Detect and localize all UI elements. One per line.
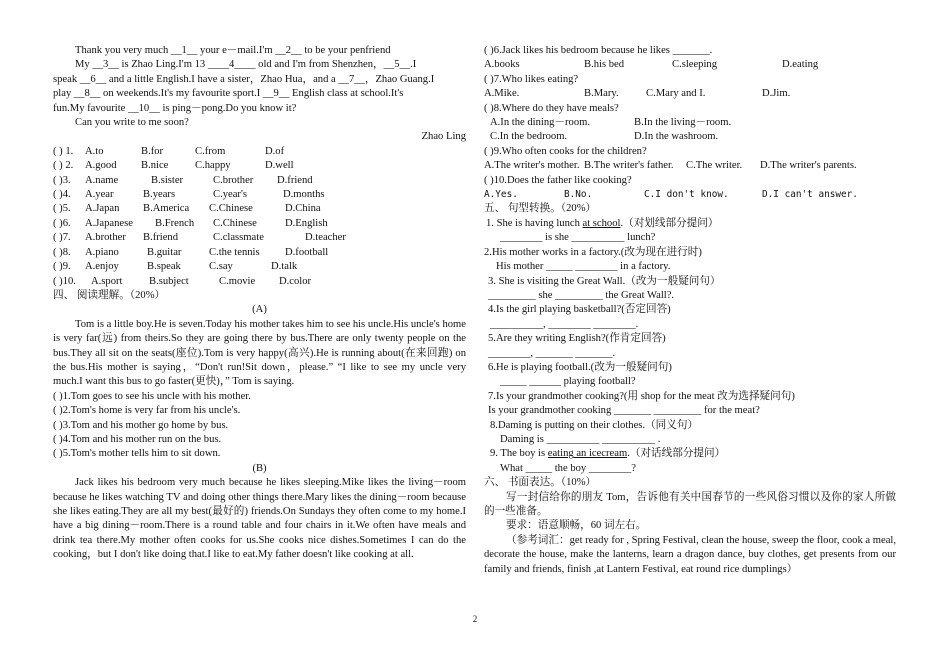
letter-line: fun.My favourite __10__ is ping－pong.Do you know it? <box>53 102 297 114</box>
true-false-item: ( )5.Tom's mother tells him to sit down. <box>53 448 221 460</box>
section-title: 五、 句型转换。（20%） <box>484 203 597 215</box>
choice-row: ( )8. A.piano B.guitar C.the tennis D.football <box>53 246 329 258</box>
mc-options: C.In the bedroom. D.In the washroom. <box>490 131 719 143</box>
section-title: 四、 阅读理解。（20%） <box>53 289 166 301</box>
passage-a: Tom is a little boy.He is seven.Today his mother takes him to see his uncle.His uncle's home is very far(远) from theirs.So they are going there by bus.There are only twenty people on the bus.They all sit on the seats(座位).Tom is very happy(高兴).He is running about(在来回跑) on the bus.His mother is saying，“Don't run!Sit down，please.” “I like to see my uncle very much.I want this bus to go faster(更快)，” Tom is saying. <box>53 318 466 388</box>
transform-answer: His mother _____ ________ in a factory. <box>496 261 671 273</box>
letter-line: Thank you very much __1__ your e－mail.I'm __2__ to be your penfriend <box>75 45 391 56</box>
transform-question: 8.Daming is putting on their clothes.（同义句） <box>490 419 699 431</box>
choice-row: ( )5. A.Japan B.America C.Chinese D.China <box>53 203 321 215</box>
writing-vocabulary: （参考词汇：get ready for , Spring Festival, clean the house, sweep the floor, cook a meal, decorate the house, make the lanterns, learn a dragon dance, buy clothes, get presents from our family and friends, finish ,at Lantern Festival, eat round rice dumplings） <box>484 534 896 575</box>
choice-row: ( ) 2. A.good B.nice C.happy D.well <box>53 160 294 172</box>
transform-answer: __________, ________ ________. <box>490 318 639 330</box>
choice-row: ( )6. A.Japanese B.French C.Chinese D.English <box>53 217 328 229</box>
writing-prompt: 写一封信给你的朋友 Tom，告诉他有关中国春节的一些风俗习惯以及你的家人所做的一些准备。 <box>484 491 896 517</box>
mc-options: A.The writer's mother. B.The writer's father. C.The writer. D.The writer's parents. <box>484 160 857 172</box>
true-false-item: ( )3.Tom and his mother go home by bus. <box>53 419 229 431</box>
true-false-item: ( )4.Tom and his mother run on the bus. <box>53 433 222 445</box>
true-false-item: ( )1.Tom goes to see his uncle with his mother. <box>53 390 251 402</box>
transform-question: 6.He is playing football.(改为一般疑问句) <box>488 361 672 373</box>
choice-row: ( )10. A.sport B.subject C.movie D.color <box>53 275 312 287</box>
transform-question: 4.Is the girl playing basketball?(否定回答) <box>488 304 671 316</box>
transform-answer: ________, _______ _______. <box>488 347 616 359</box>
cloze-choices <box>53 145 466 289</box>
letter-line: Can you write to me soon? <box>75 117 189 129</box>
transform-answer: _____ ______ playing football? <box>500 376 636 388</box>
mc-options: A.books B.his bed C.sleeping D.eating <box>484 59 819 71</box>
mc-options: A.Yes. B.No. C.I don't know. D.I can't answer. <box>484 189 858 201</box>
choice-row: ( )3. A.name B.sister C.brother D.friend <box>53 174 313 186</box>
passage-b: Jack likes his bedroom very much because he likes sleeping.Mike likes the living－room because he likes watching TV and doing other things there.Mary likes the dining－room because she likes eating.They are all my best(最好的) friends.On Sundays they often come to my home.I have a big dining－room.There is a round table and four chairs in it.We often have meals and drink tea there.My mother often cooks for us.She cooks nice dishes.Sometimes I can do the cooking，but I don't like doing that.I like to eat.My father doesn't like cooking at all. <box>53 477 466 561</box>
mc-question: ( )10.Does the father like cooking? <box>484 174 632 186</box>
transform-question: 3. She is visiting the Great Wall.（改为一般疑问句） <box>488 275 721 287</box>
left-column <box>53 44 466 563</box>
transform-answer: What _____ the boy ________? <box>500 462 636 474</box>
page-number: 2 <box>472 614 478 624</box>
right-column <box>484 44 896 577</box>
writing-requirement: 要求：语意顺畅，60 词左右。 <box>506 520 647 532</box>
mc-question: ( )7.Who likes eating? <box>484 73 579 85</box>
transform-question: 1. She is having lunch at school.（对划线部分提问） <box>486 217 719 229</box>
letter-signature: Zhao Ling <box>421 131 466 143</box>
mc-question: ( )6.Jack likes his bedroom because he likes _______. <box>484 45 713 56</box>
transform-question: 7.Is your grandmother cooking?(用 shop for the meat 改为选择疑问句) <box>488 390 795 402</box>
true-false-item: ( )2.Tom's home is very far from his uncle's. <box>53 405 241 417</box>
transform-question: 2.His mother works in a factory.(改为现在进行时) <box>484 246 702 258</box>
choice-row: ( )9. A.enjoy B.speak C.say D.talk <box>53 261 298 273</box>
section-title: 六、 书面表达。（10%） <box>484 477 597 489</box>
transform-question: 5.Are they writing English?(作肯定回答) <box>488 333 666 345</box>
letter-line: speak __6__ and a little English.I have a sister，Zhao Hua，and a __7__，Zhao Guang.I <box>53 73 435 85</box>
choice-row: ( )4. A.year B.years C.year's D.months <box>53 189 325 201</box>
passage-label: (A) <box>252 304 267 316</box>
passage-label: (B) <box>252 462 267 474</box>
transform-answer: ________ is she __________ lunch? <box>500 232 656 244</box>
transform-answer: Daming is __________ __________ . <box>500 433 661 445</box>
transform-question: 9. The boy is eating an icecream.（对话线部分提问） <box>490 448 726 460</box>
letter-line: My __3__ is Zhao Ling.I'm 13 ____4____ old and I'm from Shenzhen，__5__.I <box>75 59 417 71</box>
letter-line: play __8__ on weekends.It's my favourite sport.I __9__ English class at school.It's <box>53 88 404 100</box>
transform-answer: Is your grandmother cooking _______ _________ for the meat? <box>488 405 760 417</box>
choice-row: ( ) 1. A.to B.for C.from D.of <box>53 145 285 157</box>
mc-question: ( )8.Where do they have meals? <box>484 102 619 114</box>
mc-question: ( )9.Who often cooks for the children? <box>484 145 647 157</box>
mc-options: A.Mike. B.Mary. C.Mary and I. D.Jim. <box>484 88 791 100</box>
mc-options: A.In the dining－room. B.In the living－room. <box>490 117 732 129</box>
choice-row: ( )7. A.brother B.friend C.classmate D.teacher <box>53 232 346 244</box>
transform-answer: _________ she _________ the Great Wall?. <box>488 289 675 301</box>
